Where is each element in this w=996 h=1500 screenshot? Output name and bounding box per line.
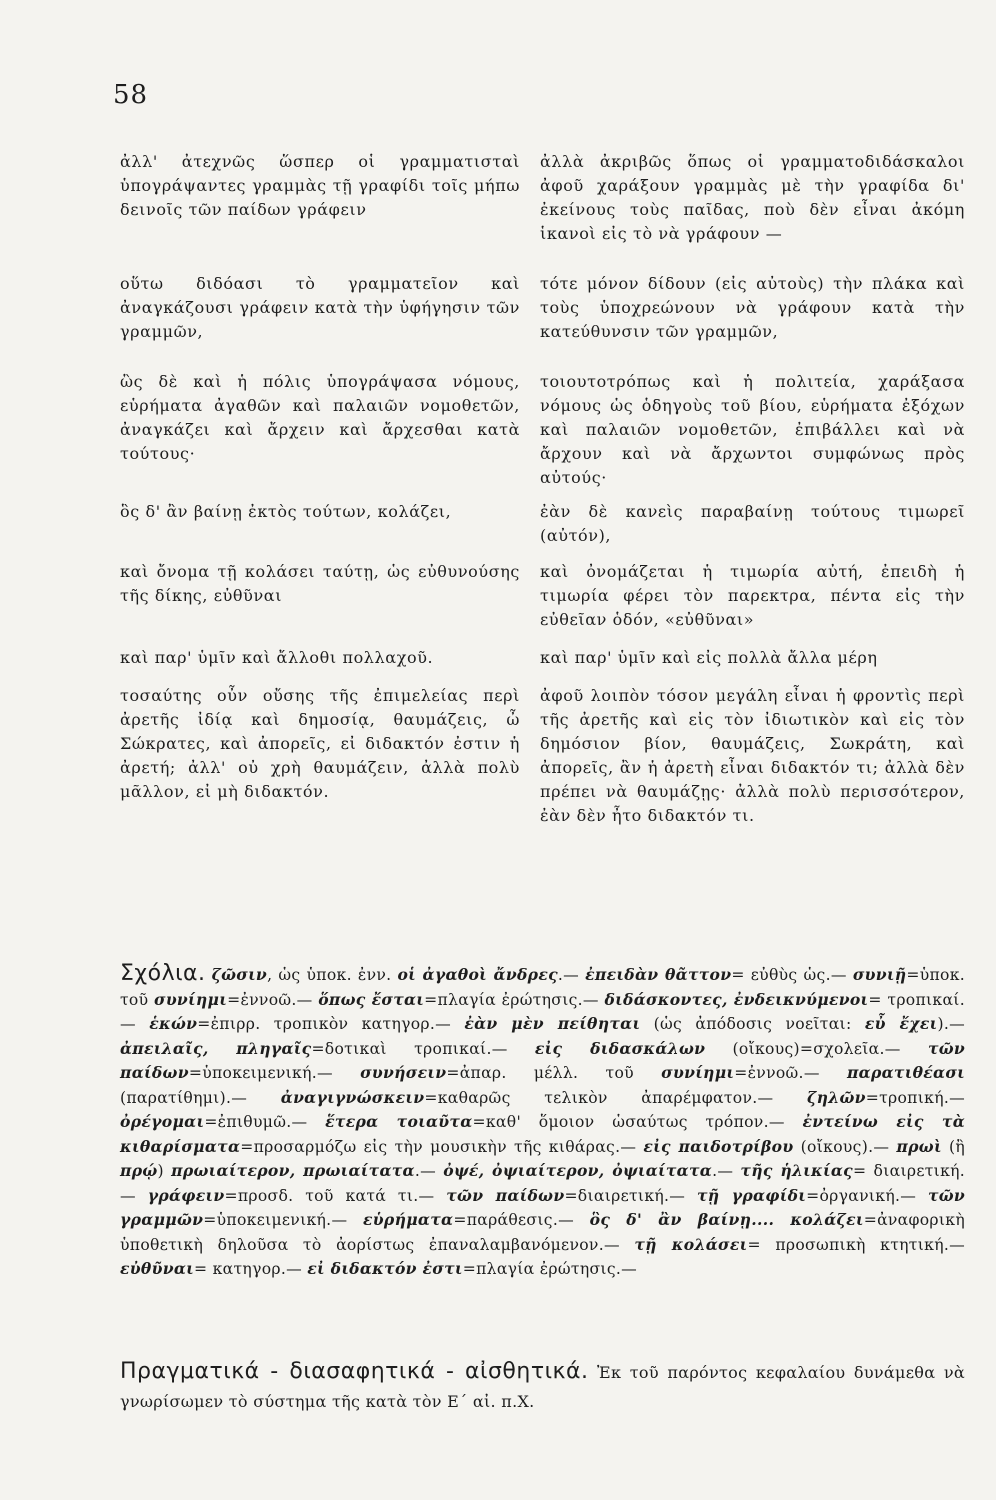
scholia-gloss: .— [414,1162,444,1180]
scholia-gloss: =ἐπιθυμῶ.— [204,1113,326,1131]
scholia-gloss: =προσαρμόζω εἰς τὴν μουσικὴν τῆς κιθάρας.— [240,1137,644,1156]
scholia-gloss: , ὡς ὑποκ. ἐνν. [267,966,398,984]
praktika-title: Πραγματικά - διασαφητικά - αἰσθητικά. [120,1359,589,1384]
scholia-term: ζηλῶν [807,1087,866,1107]
scholia-gloss: =καθ' ὅμοιον ὡσαύτως τρόπον.— [472,1113,803,1131]
scholia-term: τῶν παίδων [446,1185,565,1205]
modern-translation: ἀφοῦ λοιπὸν τόσον μεγάλη εἶναι ἡ φροντὶς περὶ τῆς ἀρετῆς καὶ εἰς τὸν ἰδιωτικὸν καὶ εἰς τὸν δημόσιον βίον, θαυμάζεις, Σωκράτη, καὶ ἀπορεῖς, ἂν ἡ ἀρετὴ εἶναι διδακτόν τι; ἀλλὰ δὲν πρέπει νὰ θαυμάζῃς· ἀλλὰ πολὺ περισσότερον, ἐὰν δὲν ἦτο διδακτόν τι. [540,686,965,825]
scholia-term: ζῶσιν [211,965,268,984]
scholia-term: εἰ διδακτόν ἐστι [307,1259,463,1278]
scholia-term: ἕτερα τοιαῦτα [325,1112,473,1131]
modern-translation: καὶ παρ' ὑμῖν καὶ εἰς πολλὰ ἄλλα μέρη [540,648,878,667]
scholia-term: γράφειν [147,1185,225,1205]
scholia-gloss: (ἢ [941,1137,965,1156]
ancient-text: τοσαύτης οὖν οὔσης τῆς ἐπιμελείας περὶ ἀρετῆς ἰδίᾳ καὶ δημοσίᾳ, θαυμάζεις, ὦ Σώκρατες, καὶ ἀπορεῖς, εἰ διδακτόν ἐστιν ἡ ἀρετή; ἀλλ' οὐ χρὴ θαυμάζειν, ἀλλὰ πολὺ μᾶλλον, εἰ μὴ διδακτόν. [120,686,520,801]
passage-row-1 [120,150,965,246]
praktika-text: Ἐκ τοῦ παρόντος κεφαλαίου δυνάμεθα νὰ γνωρίσωμεν τὸ σύστημα τῆς κατὰ τὸν Ε΄ αἰ. π.Χ. [120,1363,965,1411]
scholia-term: τῇ κολάσει [634,1234,748,1254]
scholia-gloss: =ἐννοῶ.— [227,990,319,1009]
scholia-term: εἰς διδασκάλων [534,1038,706,1058]
scholia-term: εὑρήματα [363,1210,454,1229]
ancient-text: καὶ παρ' ὑμῖν καὶ ἄλλοθι πολλαχοῦ. [120,648,434,667]
scholia-gloss: =ὑποκ. τοῦ [120,966,966,1009]
scholia-gloss: = διαιρετική.— [120,1162,966,1205]
scholia-gloss: (οἴκους)=σχολεῖα.— [705,1039,928,1058]
modern-translation: τότε μόνον δίδουν (εἰς αὐτοὺς) τὴν πλάκα καὶ τοὺς ὑποχρεώνουν νὰ γράφουν κατὰ τὴν κατεύθυνσιν τῶν γραμμῶν, [540,274,965,341]
scholia-term: συνίημι [661,1063,735,1082]
scholia-term: πρῴ [120,1161,158,1180]
modern-translation: ἀλλὰ ἀκριβῶς ὅπως οἱ γραμματοδιδάσκαλοι ἀφοῦ χαράξουν γραμμὰς μὲ τὴν γραφίδα δι' ἐκείνους τοὺς παῖδας, ποὺ δὲν εἶναι ἀκόμη ἱκανοὶ εἰς τὸ νὰ γράφουν — [540,152,965,243]
parallel-text [120,150,965,828]
scholia-term: συνίημι [154,989,228,1009]
scholia-term: συνιῇ [852,965,907,984]
scholia-gloss: (ὡς ἀπόδοσις νοεῖται: [640,1015,865,1033]
passage-row-3 [120,370,965,490]
scholia-term: πρωὶ [896,1136,942,1156]
scholia-term: ἐντείνω εἰς τὰ κιθαρίσματα [120,1112,965,1156]
modern-translation: καὶ ὀνομάζεται ἡ τιμωρία αὐτή, ἐπειδὴ ἡ τιμωρία φέρει τὸν παρεκτρα, πέντα εἰς τὴν εὐθεῖαν ὁδόν, «εὐθῦναι» [540,562,965,629]
ancient-text: οὕτω διδόασι τὸ γραμματεῖον καὶ ἀναγκάζουσι γράφειν κατὰ τὴν ὑφήγησιν τῶν γραμμῶν, [120,274,520,341]
scholia-section [120,962,965,1282]
scholia-gloss: =ἀπαρ. μέλλ. τοῦ [446,1064,662,1082]
scholia-gloss: =ὀργανική.— [806,1186,928,1205]
scholia-title: Σχόλια. [120,961,206,986]
scholia-gloss: =ὑποκειμενική.— [188,1064,361,1082]
passage-row-2 [120,272,965,344]
scholia-term: τῶν γραμμῶν [120,1185,966,1229]
scholia-gloss: (παρατίθημι).— [120,1088,281,1107]
scholia-term: συνήσειν [360,1063,447,1082]
scholia-gloss: =παράθεσις.— [453,1211,590,1229]
scholia-term: ὀψέ, ὀψιαίτερον, ὀψιαίτατα [443,1161,713,1180]
scholia-body [120,966,965,1278]
page-number: 58 [113,80,149,110]
scholia-gloss: = εὐθὺς ὡς.— [731,966,853,984]
scholia-gloss: =ὑποκειμενική.— [203,1211,363,1229]
scholia-gloss: = κατηγορ.— [194,1260,308,1278]
scholia-gloss: = προσωπικὴ κτητική.— [747,1235,965,1254]
scholia-term: εὐθῦναι [120,1259,194,1278]
scholia-term: εἰς παιδοτρίβου [643,1136,794,1156]
scholia-term: ἀναγιγνώσκειν [280,1087,425,1107]
ancient-text: ἀλλ' ἀτεχνῶς ὥσπερ οἱ γραμματισταὶ ὑπογράψαντες γραμμὰς τῇ γραφίδι τοῖς μήπω δεινοῖς τῶν παίδων γράφειν [120,152,520,219]
scholia-term: διδάσκοντες, ἐνδεικνύμενοι [604,989,869,1009]
scholia-gloss: =καθαρῶς τελικὸν ἀπαρέμφατον.— [424,1088,808,1107]
scholia-gloss: =πλαγία ἐρώτησις.— [462,1260,638,1278]
scholia-gloss: .— [557,966,586,984]
scholia-gloss: .— [712,1162,741,1180]
scholia-term: ὀρέγομαι [120,1112,205,1131]
scholia-term: ὃς δ' ἂν βαίνῃ.... κολάζει [589,1210,864,1229]
scholia-term: ἑκών [149,1014,198,1033]
scholia-term: τῆς ἡλικίας [740,1161,853,1180]
praktika-section [120,1357,965,1416]
scholia-gloss: = τροπικαί.— [120,990,965,1033]
scholia-term: ἐπειδὰν θᾶττον [585,965,732,984]
passage-row-5 [120,560,965,632]
passage-row-6 [120,646,965,670]
scholia-term: παρατιθέασι [846,1063,965,1082]
scholia-gloss: =ἀναφορικὴ ὑποθετικὴ δηλοῦσα τὸ ἀορίστως ἐπαναλαμβανόμενον.— [120,1211,965,1254]
scholia-gloss: =πλαγία ἐρώτησις.— [424,990,605,1009]
scholia-gloss: (οἴκους).— [793,1137,897,1156]
scholia-term: τῶν παίδων [120,1038,965,1082]
scholia-term: ὅπως ἔσται [318,989,425,1009]
scholia-term: πρωιαίτερον, πρωιαίτατα [171,1161,415,1180]
scholia-gloss: =προσδ. τοῦ κατά τι.— [224,1186,447,1205]
scholia-term: τῇ γραφίδι [697,1185,807,1205]
passage-row-7 [120,684,965,828]
scholia-gloss: ) [157,1162,172,1180]
scholia-term: εὖ ἔχει [864,1014,938,1033]
modern-translation: ἐὰν δὲ κανεὶς παραβαίνῃ τούτους τιμωρεῖ (αὐτόν), [540,502,965,545]
ancient-text: καὶ ὄνομα τῇ κολάσει ταύτῃ, ὡς εὐθυνούσης τῆς δίκης, εὐθῦναι [120,562,520,605]
scholia-gloss: =διαιρετική.— [564,1186,698,1205]
scholia-term: οἱ ἀγαθοὶ ἄνδρες [397,965,558,984]
ancient-text: ὣς δὲ καὶ ἡ πόλις ὑπογράψασα νόμους, εὑρήματα ἀγαθῶν καὶ παλαιῶν νομοθετῶν, ἀναγκάζει καὶ ἄρχειν καὶ ἄρχεσθαι κατὰ τούτους· [120,372,520,463]
scholia-gloss: =τροπική.— [865,1088,965,1107]
scholia-gloss: =ἐπιρρ. τροπικὸν κατηγορ.— [197,1015,465,1033]
modern-translation: τοιουτοτρόπως καὶ ἡ πολιτεία, χαράξασα νόμους ὡς ὁδηγοὺς τοῦ βίου, εὑρήματα ἐξόχων καὶ παλαιῶν νομοθετῶν, ἐπιβάλλει καὶ νὰ ἄρχουν καὶ νὰ ἄρχωντοι συμφώνως πρὸς αὐτούς· [540,372,965,487]
scholia-gloss: ).— [937,1015,966,1033]
scholia-term: ἐὰν μὲν πείθηται [464,1014,641,1033]
ancient-text: ὃς δ' ἂν βαίνῃ ἐκτὸς τούτων, κολάζει, [120,502,452,521]
scholia-gloss: =ἐννοῶ.— [734,1064,847,1082]
passage-row-4 [120,500,965,548]
scholia-gloss: =δοτικαὶ τροπικαί.— [311,1039,535,1058]
scholia-term: ἀπειλαῖς, πληγαῖς [120,1038,312,1058]
